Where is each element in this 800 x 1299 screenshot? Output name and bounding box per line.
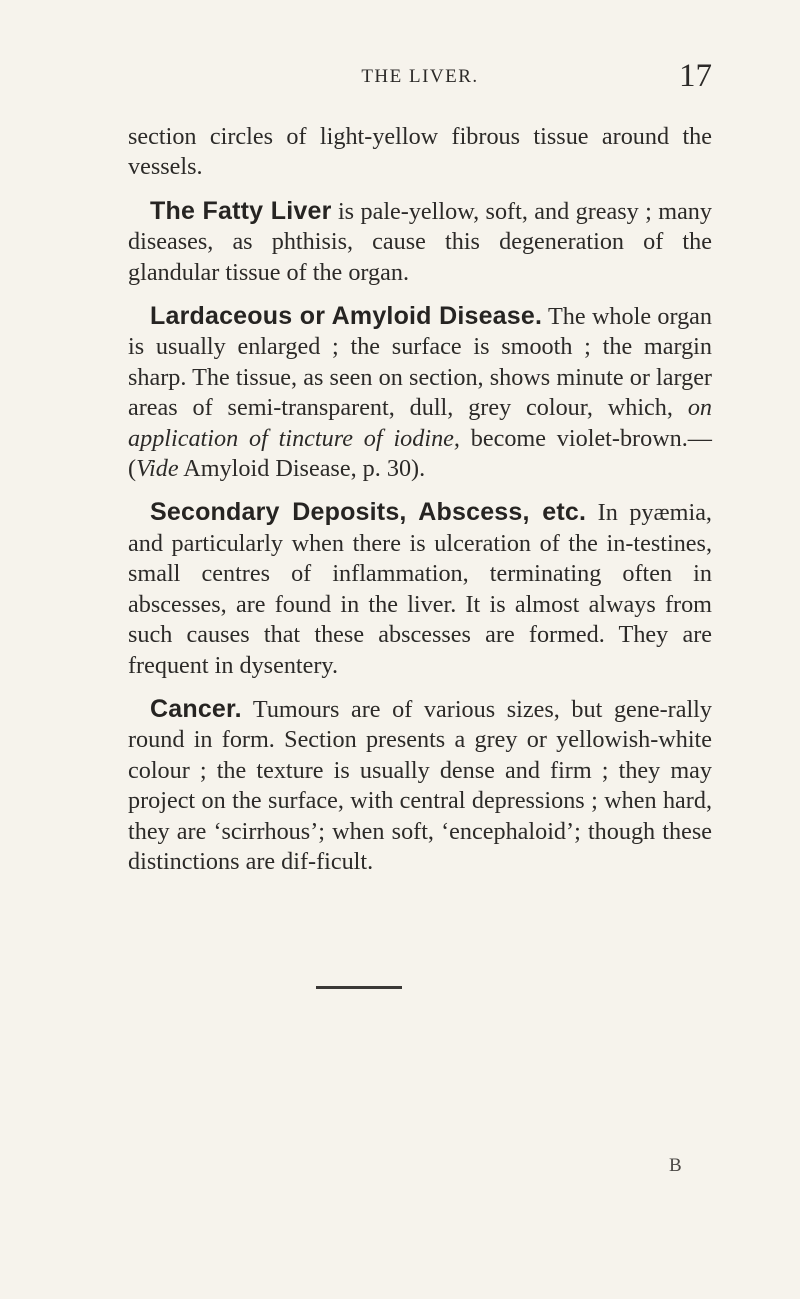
paragraph-text: become violet-brown.— ( <box>128 424 712 483</box>
paragraph-text: section circles of light-yellow fibrous tissue around the vessels. <box>128 123 712 181</box>
section-heading-amyloid-disease: Lardaceous or Amyloid Disease. <box>150 302 543 331</box>
paragraph-cancer <box>128 694 712 877</box>
section-heading-cancer: Cancer. <box>150 694 242 723</box>
italic-vide: Vide <box>136 455 179 483</box>
running-head <box>128 58 712 96</box>
italic-phrase: on application of tincture of iodine, <box>128 394 712 452</box>
paragraph-text: The whole organ is usually enlarged ; the surface is smooth ; the margin sharp. The tissue, as seen on section, shows minute or larger areas of semi-transparent, dull, grey colour, which, <box>128 303 712 422</box>
page-number: 17 <box>679 58 712 94</box>
paragraph-text: In pyæmia, and particularly when there is ulceration of the in-testines, small centres of inflammation, terminating often in abscesses, are found in the liver. It is almost always from such causes that these abscesses are formed. They are frequent in dysentery. <box>128 499 712 679</box>
paragraph-amyloid-disease <box>128 301 712 484</box>
body-text <box>128 122 712 890</box>
paragraph-fatty-liver <box>128 196 712 288</box>
paragraph-continuation <box>128 122 712 183</box>
signature-mark: B <box>669 1155 682 1176</box>
paragraph-text: Tumours are of various sizes, but gene-rally round in form. Section presents a grey or yellowish-white colour ; the texture is usually dense and firm ; they may project on the surface, with central depressions ; when hard, they are ‘scirrhous’; when soft, ‘encephaloid’; though these distinctions are dif-ficult. <box>128 695 712 875</box>
paragraph-secondary-deposits <box>128 497 712 680</box>
section-end-rule <box>316 986 402 989</box>
paragraph-text: is pale-yellow, soft, and greasy ; many diseases, as phthisis, cause this degeneration of the glandular tissue of the organ. <box>128 197 712 286</box>
section-heading-secondary-deposits: Secondary Deposits, Abscess, etc. <box>150 498 587 527</box>
section-heading-fatty-liver: The Fatty Liver <box>150 196 332 225</box>
paragraph-text: Amyloid Disease, p. 30). <box>178 455 426 483</box>
running-title: THE LIVER. <box>361 66 479 87</box>
